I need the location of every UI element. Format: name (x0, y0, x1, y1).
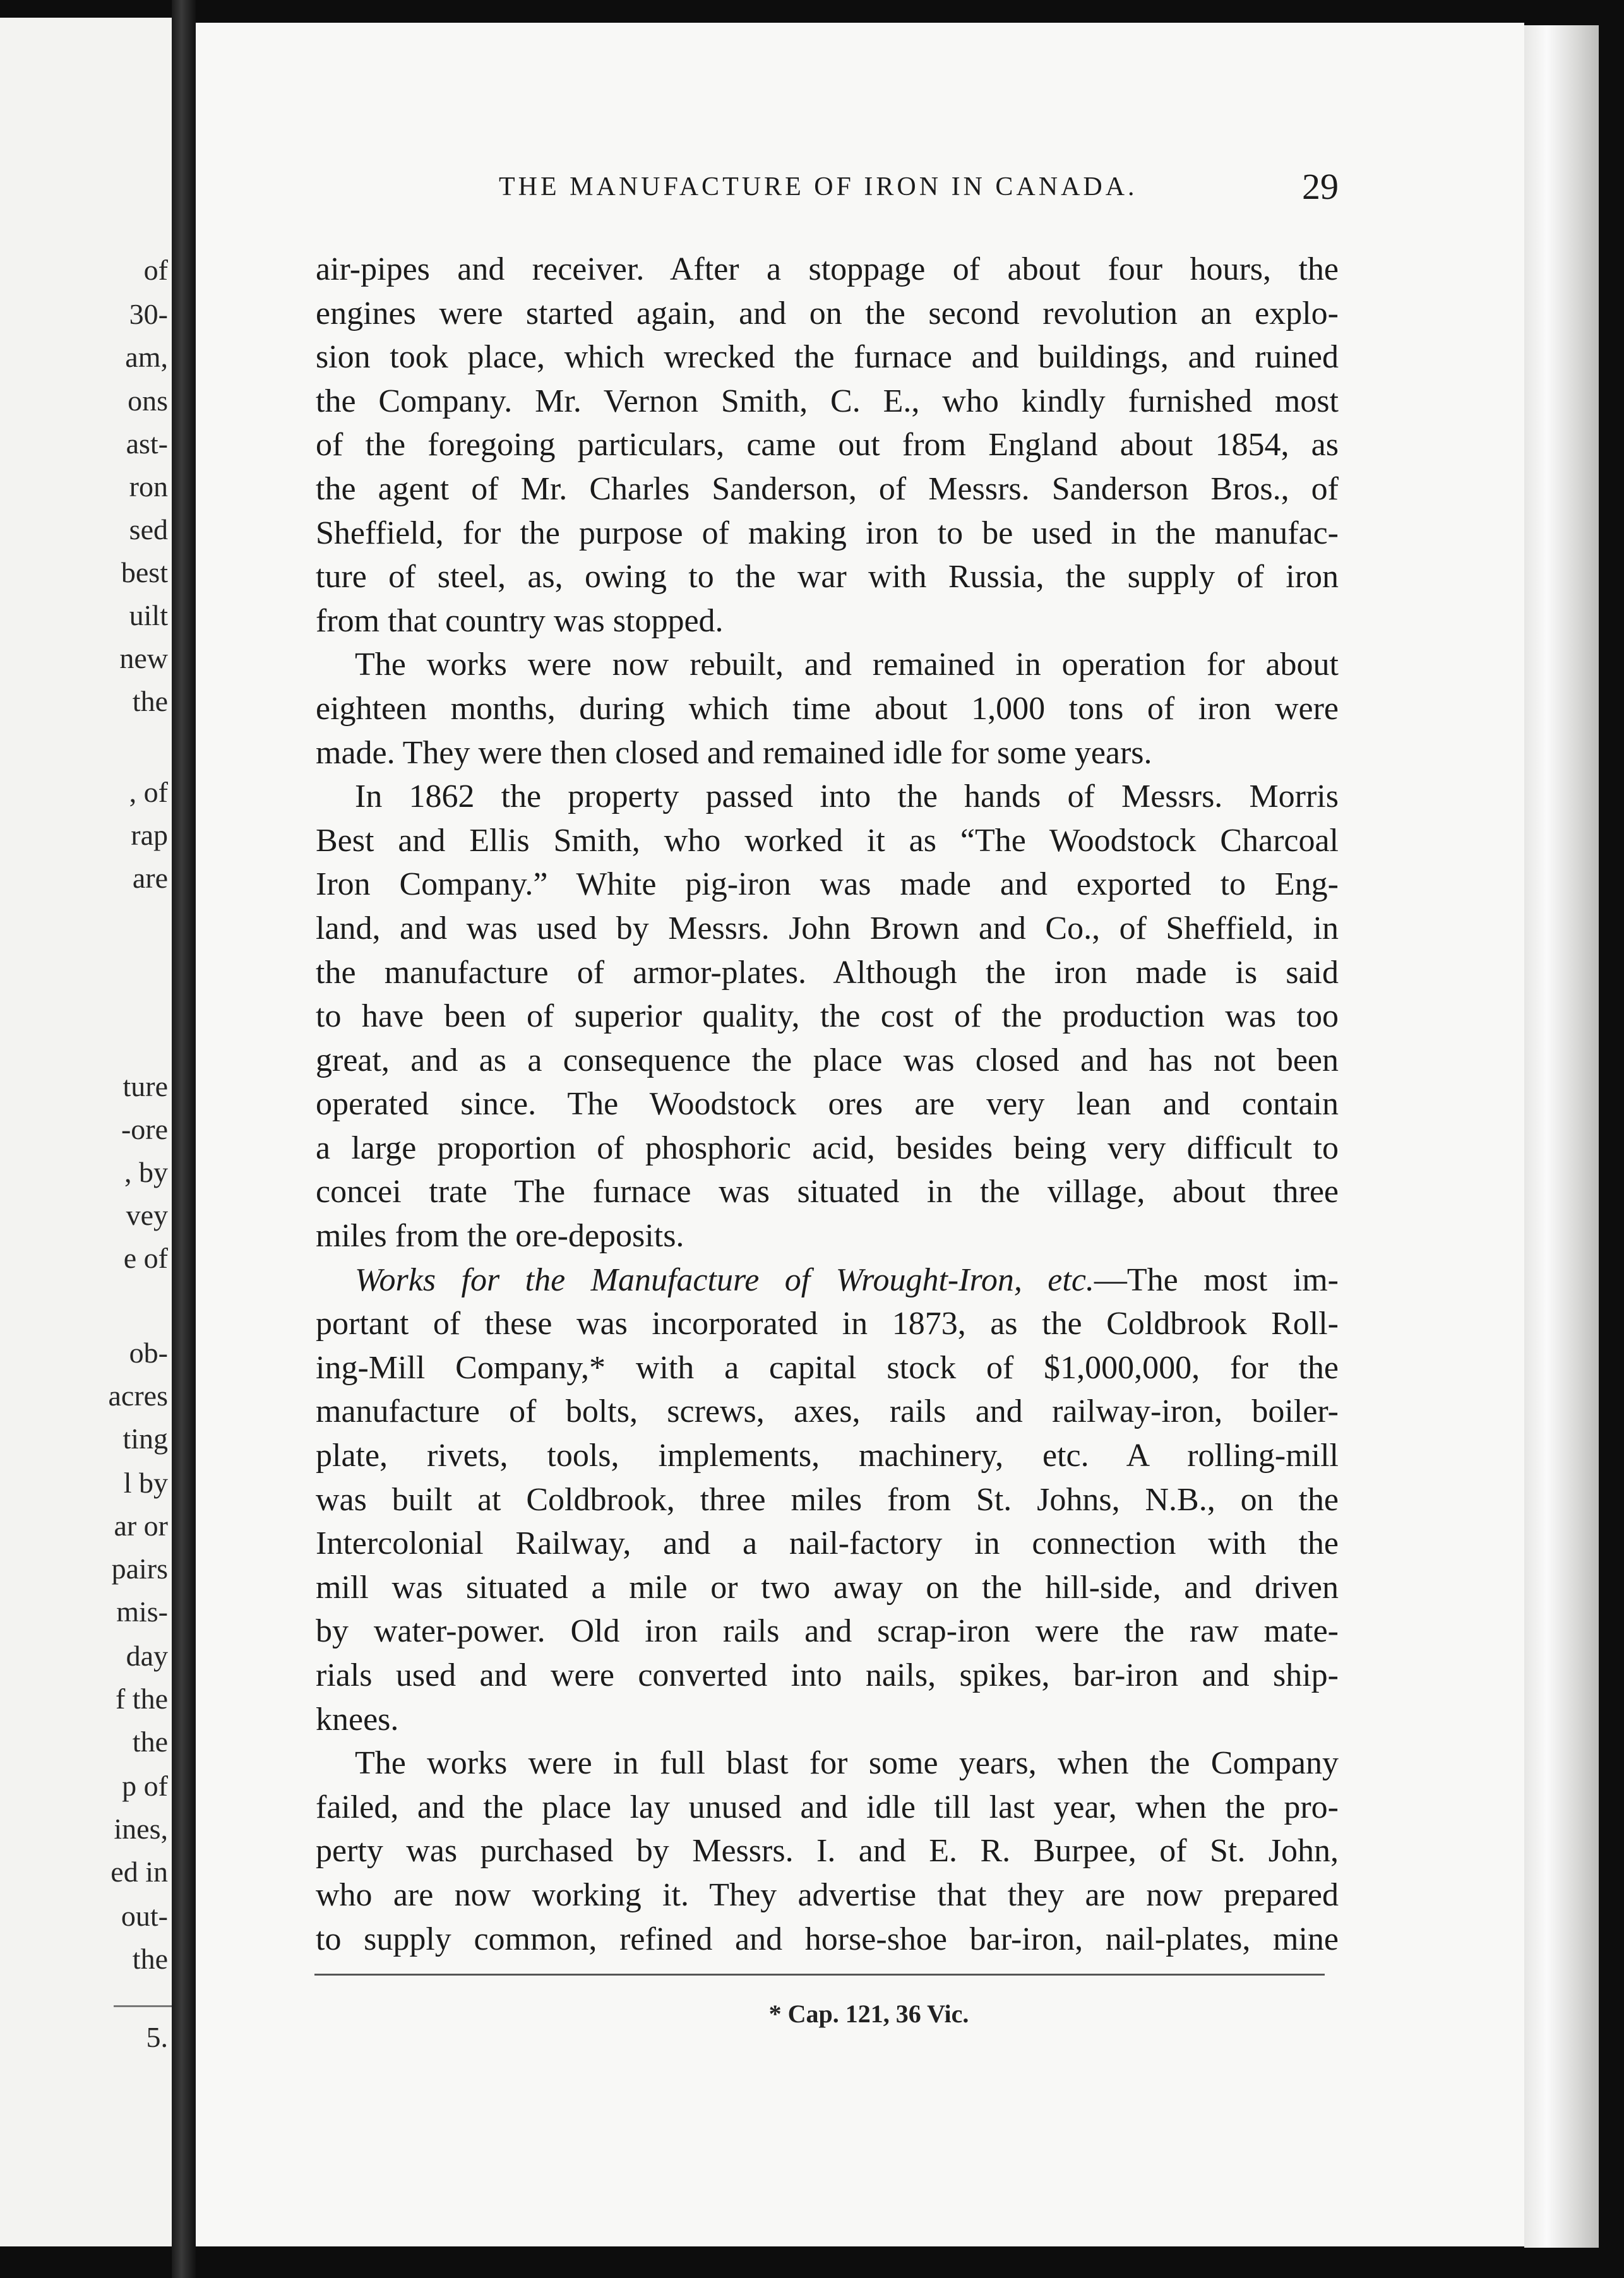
page-number: 29 (1302, 166, 1339, 207)
facing-page-text-fragment: are (132, 862, 168, 894)
text-line: the agent of Mr. Charles Sanderson, of Messrs. Sanderson Bros., of (316, 470, 1339, 507)
paragraph (316, 643, 1339, 775)
facing-page-text-fragment: 30- (129, 298, 168, 330)
facing-page-text-fragment: the (132, 1726, 168, 1758)
facing-page-text-fragment: ed in (110, 1856, 168, 1888)
text-line: The works were in full blast for some years, when the Company (355, 1745, 1339, 1782)
text-line: knees. (316, 1701, 399, 1738)
text-line: rials used and were converted into nails, spikes, bar-iron and ship- (316, 1657, 1339, 1693)
facing-page-text-fragment: the (132, 1943, 168, 1975)
facing-page-text-fragment: sed (129, 513, 168, 546)
facing-page-text-fragment: p of (122, 1770, 168, 1802)
text-line: the Company. Mr. Vernon Smith, C. E., who kindly furnished most (316, 383, 1339, 419)
running-head: THE MANUFACTURE OF IRON IN CANADA. (499, 172, 1138, 201)
text-line: was built at Coldbrook, three miles from St. Johns, N.B., on the (316, 1481, 1339, 1518)
body-text (316, 247, 1339, 1961)
facing-page-text-fragment: ar or (114, 1510, 168, 1542)
paragraph (316, 775, 1339, 1258)
text-line: miles from the ore-deposits. (316, 1218, 684, 1255)
facing-page-text-fragment: ines, (114, 1813, 168, 1845)
text-line: Best and Ellis Smith, who worked it as “The Woodstock Charcoal (316, 822, 1339, 859)
text-line: engines were started again, and on the second revolution an explo- (316, 295, 1339, 331)
text-line: operated since. The Woodstock ores are very lean and contain (316, 1086, 1339, 1123)
facing-page-text-fragment: e of (123, 1242, 168, 1274)
facing-page-text-fragment: new (119, 642, 168, 674)
facing-page-text-fragment: best (121, 556, 168, 588)
text-line: a large proportion of phosphoric acid, besides being very difficult to (316, 1130, 1339, 1166)
facing-page-text-fragment: ture (122, 1070, 168, 1102)
facing-page-text-fragment: uilt (129, 599, 168, 631)
facing-page-text-fragment: vey (126, 1199, 168, 1231)
text-line: air-pipes and receiver. After a stoppage of about four hours, the (316, 251, 1339, 287)
facing-page-text-fragment: of (143, 254, 168, 286)
text-line: land, and was used by Messrs. John Brown and Co., of Sheffield, in (316, 910, 1339, 946)
text-line: concei trate The furnace was situated in the village, about three (316, 1174, 1339, 1210)
section-heading: Works for the Manufacture of Wrought-Iron, etc. (355, 1261, 1094, 1298)
text-line: manufacture of bolts, screws, axes, rails and railway-iron, boiler- (316, 1393, 1339, 1430)
footnote (0, 1999, 1624, 2029)
facing-page-text-fragment: ast- (126, 427, 168, 460)
text-line: The works were now rebuilt, and remained in operation for about (355, 647, 1339, 683)
text-line: mill was situated a mile or two away on the hill-side, and driven (316, 1569, 1339, 1606)
facing-page-text-fragment: f the (115, 1683, 168, 1715)
text-line: of the foregoing particulars, came out from England about 1854, as (316, 427, 1339, 463)
text-line: sion took place, which wrecked the furnace and buildings, and ruined (316, 339, 1339, 376)
facing-page-text-fragment: am, (125, 341, 168, 373)
footnote-divider (314, 1974, 1325, 1976)
facing-page-text-fragment: l by (123, 1467, 168, 1499)
text-line: from that country was stopped. (316, 602, 724, 639)
text-line: made. They were then closed and remained idle for some years. (316, 734, 1152, 771)
text-line: Iron Company.” White pig-iron was made and exported to Eng- (316, 866, 1339, 903)
page-edge (1524, 25, 1599, 2248)
text-fragment: —The most im- (1094, 1261, 1339, 1298)
text-line: failed, and the place lay unused and idle till last year, when the pro- (316, 1789, 1339, 1825)
text-line: by water-power. Old iron rails and scrap-iron were the raw mate- (316, 1613, 1339, 1650)
paragraph (316, 1258, 1339, 1742)
facing-page-text-fragment: out- (121, 1900, 168, 1932)
facing-page-text-fragment: pairs (111, 1553, 168, 1585)
facing-page-text-fragment: ron (129, 470, 168, 503)
facing-page-text-fragment: ons (128, 385, 168, 417)
facing-page-text-fragment: acres (108, 1380, 168, 1412)
facing-page-text-fragment: rap (131, 819, 168, 851)
text-line: who are now working it. They advertise that they are now prepared (316, 1876, 1339, 1913)
text-line: Intercolonial Railway, and a nail-factory in connection with the (316, 1525, 1339, 1562)
facing-page-text-fragment: -ore (121, 1113, 168, 1145)
facing-page-text-fragment: , of (129, 776, 168, 808)
text-line: the manufacture of armor-plates. Although the iron made is said (316, 954, 1339, 991)
facing-page-text-fragment: , by (124, 1156, 168, 1188)
text-line: eighteen months, during which time about 1,000 tons of iron were (316, 690, 1339, 727)
text-line: perty was purchased by Messrs. I. and E. R. Burpee, of St. John, (316, 1833, 1339, 1870)
footnote-text: * Cap. 121, 36 Vic. (768, 2000, 969, 2028)
text-line (316, 1258, 1339, 1303)
facing-page-text-fragment: day (126, 1640, 168, 1672)
facing-page-text-fragment: mis- (116, 1595, 168, 1628)
text-line: portant of these was incorporated in 1873, as the Coldbrook Roll- (316, 1306, 1339, 1342)
paragraph (316, 1741, 1339, 1961)
facing-page-text-fragment: 5. (146, 2021, 168, 2053)
paragraph (316, 247, 1339, 643)
text-line: to supply common, refined and horse-shoe bar-iron, nail-plates, mine (316, 1921, 1339, 1957)
text-line: ture of steel, as, owing to the war with Russia, the supply of iron (316, 559, 1339, 595)
facing-page-fragment (0, 18, 172, 2246)
text-line: great, and as a consequence the place was closed and has not been (316, 1042, 1339, 1078)
facing-page-text-fragment: ob- (129, 1337, 168, 1369)
text-line: plate, rivets, tools, implements, machinery, etc. A rolling-mill (316, 1438, 1339, 1474)
text-line: ing-Mill Company,* with a capital stock of $1,000,000, for the (316, 1349, 1339, 1386)
text-line: Sheffield, for the purpose of making iron to be used in the manufac- (316, 515, 1339, 551)
facing-page-text-fragment: the (132, 685, 168, 717)
text-line: to have been of superior quality, the cost of the production was too (316, 998, 1339, 1035)
book-gutter (172, 0, 196, 2278)
text-line: In 1862 the property passed into the hands of Messrs. Morris (355, 778, 1339, 815)
facing-page-text-fragment: ting (122, 1422, 168, 1455)
